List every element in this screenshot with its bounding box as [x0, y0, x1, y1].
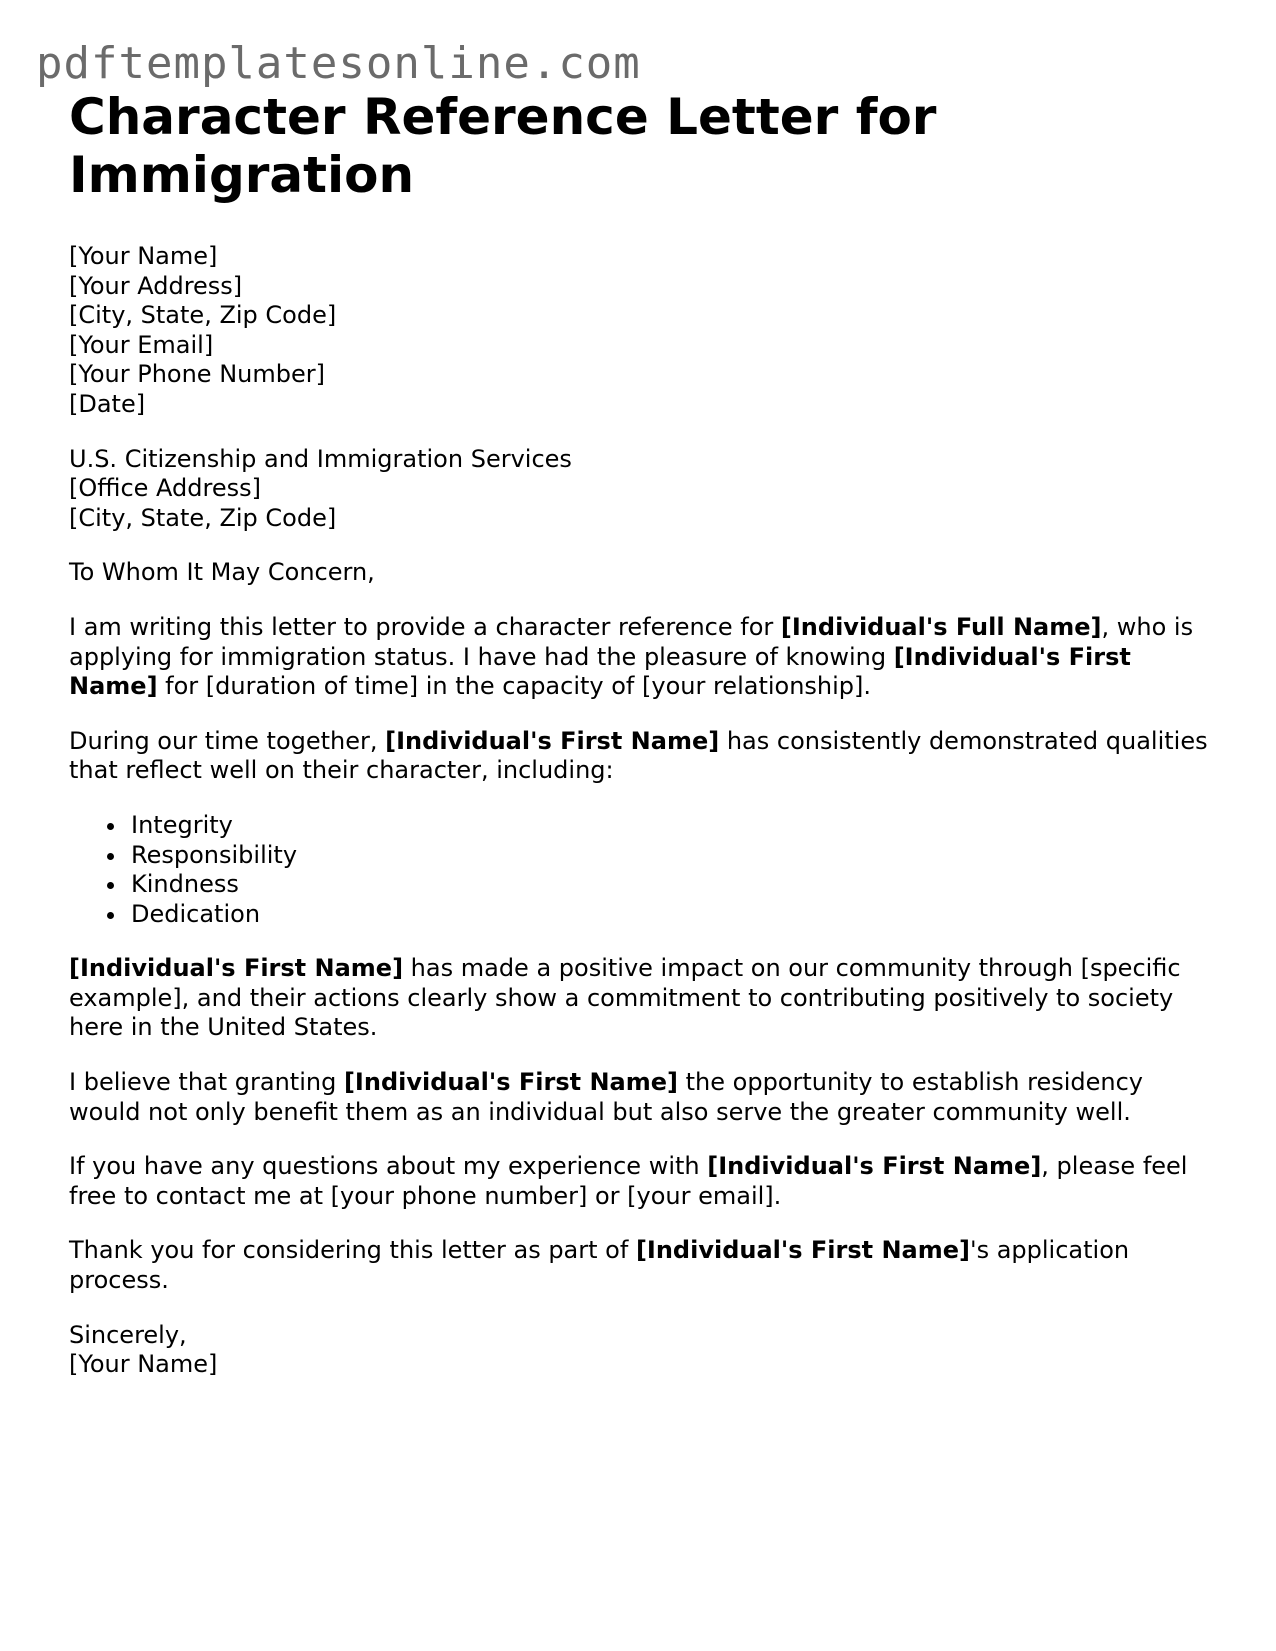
individual-first-name: [Individual's First Name] [69, 642, 1131, 701]
sender-address: [Your Address] [69, 271, 243, 300]
page-title: Character Reference Letter for Immigration [69, 88, 937, 204]
paragraph-impact [69, 954, 1219, 1043]
individual-first-name: [Individual's First Name] [343, 1068, 678, 1097]
paragraph-intro-text-1: I am writing this letter to provide a character reference for [69, 612, 781, 641]
list-item: Kindness [131, 870, 1219, 900]
salutation: To Whom It May Concern, [69, 558, 375, 587]
paragraph-contact-text-2: , please feel free to contact me at [your phone number] or [your email]. [69, 1152, 1188, 1210]
paragraph-intro-text-2: , who is applying for immigration status. I have had the pleasure of knowing [69, 612, 1194, 671]
paragraph-qualities-text-1: During our time together, [69, 726, 386, 755]
paragraph-thanks-text-2: 's application process. [69, 1236, 1130, 1295]
sender-address-block [69, 242, 1219, 420]
paragraph-recommendation-text-2: the opportunity to establish residency would not only benefit them as an individual but also serve the greater community well. [69, 1068, 1143, 1126]
recipient-city-state-zip: [City, State, Zip Code] [69, 503, 337, 532]
paragraph-contact-text-1: If you have any questions about my experience with [69, 1152, 708, 1181]
signature-name: [Your Name] [69, 1350, 218, 1379]
qualities-list [69, 811, 1219, 929]
recipient-organization: U.S. Citizenship and Immigration Services [69, 444, 572, 473]
individual-first-name: [Individual's First Name] [707, 1152, 1042, 1181]
list-item: Responsibility [131, 841, 1219, 871]
paragraph-contact [69, 1152, 1219, 1211]
individual-first-name: [Individual's First Name] [69, 954, 404, 983]
closing-block [69, 1321, 1219, 1380]
paragraph-thanks-text-1: Thank you for considering this letter as part of [69, 1236, 636, 1265]
list-item: Integrity [131, 811, 1219, 841]
paragraph-impact-text: has made a positive impact on our community through [specific example], and their actions clearly show a commitment to contributing positively to society here in the United States. [69, 954, 1181, 1042]
letter-date: [Date] [69, 389, 146, 418]
paragraph-qualities-text-2: has consistently demonstrated qualities that reflect well on their character, including: [69, 726, 1208, 785]
sender-email: [Your Email] [69, 330, 214, 359]
sender-city-state-zip: [City, State, Zip Code] [69, 301, 337, 330]
valediction: Sincerely, [69, 1320, 187, 1349]
recipient-address-block [69, 445, 1219, 534]
watermark-text: pdftemplatesonline.com [36, 38, 641, 89]
sender-phone: [Your Phone Number] [69, 360, 325, 389]
recipient-office-address: [Office Address] [69, 474, 261, 503]
paragraph-recommendation [69, 1068, 1219, 1127]
paragraph-thanks [69, 1236, 1219, 1295]
sender-name: [Your Name] [69, 242, 218, 270]
individual-first-name: [Individual's First Name] [385, 726, 720, 755]
paragraph-intro [69, 613, 1219, 702]
individual-first-name: [Individual's First Name] [635, 1236, 970, 1265]
paragraph-qualities-intro [69, 727, 1219, 786]
list-item: Dedication [131, 900, 1219, 930]
paragraph-recommendation-text-1: I believe that granting [69, 1068, 344, 1097]
letter-page [69, 88, 1219, 1380]
paragraph-intro-text-3: for [duration of time] in the capacity of [your relationship]. [157, 672, 872, 701]
individual-full-name: [Individual's Full Name] [780, 612, 1102, 641]
